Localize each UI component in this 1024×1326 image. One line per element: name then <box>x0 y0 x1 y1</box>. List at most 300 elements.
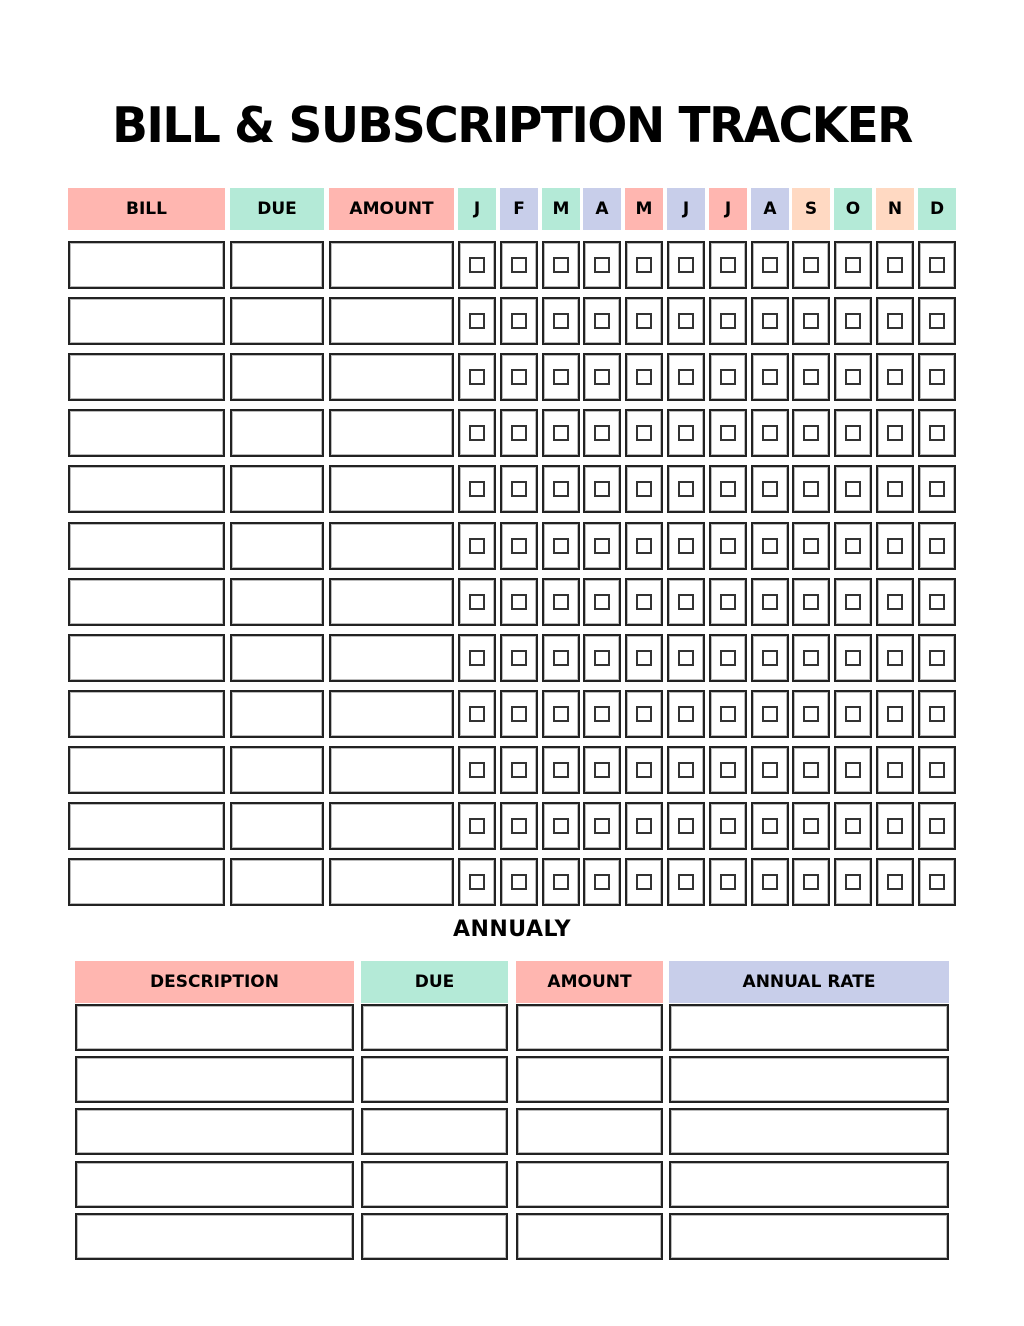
bill-field[interactable] <box>68 465 225 513</box>
paid-checkbox[interactable] <box>678 706 694 722</box>
paid-checkbox[interactable] <box>845 650 861 666</box>
month-cell <box>834 578 872 626</box>
month-cell <box>458 690 496 738</box>
month-cell <box>751 578 789 626</box>
paid-checkbox[interactable] <box>803 706 819 722</box>
annual-annual-rate-field[interactable] <box>669 1056 949 1103</box>
bill-field[interactable] <box>68 522 225 570</box>
paid-checkbox[interactable] <box>511 650 527 666</box>
month-cell <box>542 297 580 345</box>
paid-checkbox[interactable] <box>594 369 610 385</box>
paid-checkbox[interactable] <box>469 369 485 385</box>
paid-checkbox[interactable] <box>762 538 778 554</box>
month-cell <box>876 802 914 850</box>
paid-checkbox[interactable] <box>762 313 778 329</box>
paid-checkbox[interactable] <box>929 594 945 610</box>
month-cell <box>876 465 914 513</box>
paid-checkbox[interactable] <box>929 706 945 722</box>
paid-checkbox[interactable] <box>887 481 903 497</box>
paid-checkbox[interactable] <box>636 369 652 385</box>
month-cell <box>542 465 580 513</box>
paid-checkbox[interactable] <box>803 369 819 385</box>
paid-checkbox[interactable] <box>594 874 610 890</box>
paid-checkbox[interactable] <box>511 706 527 722</box>
paid-checkbox[interactable] <box>678 481 694 497</box>
paid-checkbox[interactable] <box>594 257 610 273</box>
bill-field[interactable] <box>68 746 225 794</box>
header-due: DUE <box>230 188 324 230</box>
paid-checkbox[interactable] <box>887 538 903 554</box>
header-month-9: O <box>834 188 872 230</box>
paid-checkbox[interactable] <box>636 594 652 610</box>
paid-checkbox[interactable] <box>553 650 569 666</box>
paid-checkbox[interactable] <box>845 481 861 497</box>
month-cell <box>458 802 496 850</box>
annual-annual-rate-field[interactable] <box>669 1161 949 1208</box>
month-cell <box>625 465 663 513</box>
paid-checkbox[interactable] <box>845 257 861 273</box>
month-cell <box>876 690 914 738</box>
paid-checkbox[interactable] <box>803 313 819 329</box>
month-cell <box>458 353 496 401</box>
paid-checkbox[interactable] <box>720 650 736 666</box>
paid-checkbox[interactable] <box>594 481 610 497</box>
month-cell <box>709 634 747 682</box>
annual-due-field[interactable] <box>361 1108 508 1155</box>
paid-checkbox[interactable] <box>929 818 945 834</box>
annual-due-field[interactable] <box>361 1056 508 1103</box>
month-cell <box>876 297 914 345</box>
month-cell <box>876 578 914 626</box>
amount-field[interactable] <box>329 241 454 289</box>
month-cell <box>667 578 705 626</box>
paid-checkbox[interactable] <box>929 650 945 666</box>
month-cell <box>667 802 705 850</box>
month-cell <box>458 465 496 513</box>
bill-field[interactable] <box>68 802 225 850</box>
annual-annual-rate-field[interactable] <box>669 1213 949 1260</box>
month-cell <box>792 690 830 738</box>
month-cell <box>918 241 956 289</box>
month-cell <box>751 634 789 682</box>
paid-checkbox[interactable] <box>720 874 736 890</box>
paid-checkbox[interactable] <box>636 762 652 778</box>
month-cell <box>709 353 747 401</box>
paid-checkbox[interactable] <box>678 313 694 329</box>
paid-checkbox[interactable] <box>720 481 736 497</box>
month-cell <box>834 690 872 738</box>
paid-checkbox[interactable] <box>553 762 569 778</box>
paid-checkbox[interactable] <box>594 313 610 329</box>
paid-checkbox[interactable] <box>762 818 778 834</box>
bill-field[interactable] <box>68 409 225 457</box>
paid-checkbox[interactable] <box>469 538 485 554</box>
paid-checkbox[interactable] <box>887 874 903 890</box>
paid-checkbox[interactable] <box>511 762 527 778</box>
paid-checkbox[interactable] <box>762 650 778 666</box>
month-cell <box>625 297 663 345</box>
amount-field[interactable] <box>329 858 454 906</box>
paid-checkbox[interactable] <box>511 538 527 554</box>
paid-checkbox[interactable] <box>553 257 569 273</box>
paid-checkbox[interactable] <box>594 818 610 834</box>
paid-checkbox[interactable] <box>678 874 694 890</box>
paid-checkbox[interactable] <box>553 594 569 610</box>
paid-checkbox[interactable] <box>594 650 610 666</box>
paid-checkbox[interactable] <box>511 313 527 329</box>
month-cell <box>500 802 538 850</box>
month-cell <box>876 746 914 794</box>
paid-checkbox[interactable] <box>845 425 861 441</box>
month-cell <box>583 297 621 345</box>
paid-checkbox[interactable] <box>511 425 527 441</box>
month-cell <box>751 522 789 570</box>
annual-due-field[interactable] <box>361 1004 508 1051</box>
amount-field[interactable] <box>329 578 454 626</box>
annual-amount-field[interactable] <box>516 1056 663 1103</box>
paid-checkbox[interactable] <box>762 257 778 273</box>
paid-checkbox[interactable] <box>845 538 861 554</box>
paid-checkbox[interactable] <box>511 257 527 273</box>
paid-checkbox[interactable] <box>678 257 694 273</box>
paid-checkbox[interactable] <box>594 594 610 610</box>
paid-checkbox[interactable] <box>929 481 945 497</box>
paid-checkbox[interactable] <box>636 257 652 273</box>
paid-checkbox[interactable] <box>845 369 861 385</box>
paid-checkbox[interactable] <box>845 818 861 834</box>
annual-amount-field[interactable] <box>516 1108 663 1155</box>
paid-checkbox[interactable] <box>469 481 485 497</box>
paid-checkbox[interactable] <box>636 650 652 666</box>
annual-header-amount: AMOUNT <box>516 961 663 1003</box>
month-cell <box>876 634 914 682</box>
bill-field[interactable] <box>68 353 225 401</box>
annual-description-field[interactable] <box>75 1213 354 1260</box>
paid-checkbox[interactable] <box>762 706 778 722</box>
amount-field[interactable] <box>329 690 454 738</box>
bill-field[interactable] <box>68 690 225 738</box>
header-month-1: F <box>500 188 538 230</box>
paid-checkbox[interactable] <box>469 313 485 329</box>
month-cell <box>583 241 621 289</box>
paid-checkbox[interactable] <box>636 481 652 497</box>
month-cell <box>500 746 538 794</box>
paid-checkbox[interactable] <box>929 762 945 778</box>
due-field[interactable] <box>230 409 324 457</box>
paid-checkbox[interactable] <box>469 818 485 834</box>
due-field[interactable] <box>230 858 324 906</box>
paid-checkbox[interactable] <box>929 257 945 273</box>
month-cell <box>500 409 538 457</box>
month-cell <box>918 409 956 457</box>
bill-field[interactable] <box>68 634 225 682</box>
paid-checkbox[interactable] <box>678 369 694 385</box>
paid-checkbox[interactable] <box>845 874 861 890</box>
month-cell <box>792 353 830 401</box>
paid-checkbox[interactable] <box>636 313 652 329</box>
month-cell <box>792 634 830 682</box>
month-cell <box>625 409 663 457</box>
month-cell <box>458 578 496 626</box>
paid-checkbox[interactable] <box>720 594 736 610</box>
month-cell <box>834 634 872 682</box>
due-field[interactable] <box>230 241 324 289</box>
month-cell <box>458 409 496 457</box>
header-month-7: A <box>751 188 789 230</box>
paid-checkbox[interactable] <box>803 257 819 273</box>
amount-field[interactable] <box>329 522 454 570</box>
month-cell <box>625 802 663 850</box>
due-field[interactable] <box>230 634 324 682</box>
month-cell <box>667 746 705 794</box>
paid-checkbox[interactable] <box>594 425 610 441</box>
annual-annual-rate-field[interactable] <box>669 1108 949 1155</box>
paid-checkbox[interactable] <box>553 818 569 834</box>
annual-description-field[interactable] <box>75 1056 354 1103</box>
month-cell <box>918 297 956 345</box>
month-cell <box>500 297 538 345</box>
month-cell <box>667 858 705 906</box>
paid-checkbox[interactable] <box>720 369 736 385</box>
paid-checkbox[interactable] <box>553 369 569 385</box>
month-cell <box>709 465 747 513</box>
annual-annual-rate-field[interactable] <box>669 1004 949 1051</box>
paid-checkbox[interactable] <box>887 425 903 441</box>
month-cell <box>542 578 580 626</box>
paid-checkbox[interactable] <box>720 762 736 778</box>
amount-field[interactable] <box>329 634 454 682</box>
annual-amount-field[interactable] <box>516 1004 663 1051</box>
paid-checkbox[interactable] <box>803 481 819 497</box>
month-cell <box>834 241 872 289</box>
paid-checkbox[interactable] <box>469 706 485 722</box>
paid-checkbox[interactable] <box>511 874 527 890</box>
bill-field[interactable] <box>68 297 225 345</box>
month-cell <box>918 690 956 738</box>
paid-checkbox[interactable] <box>594 706 610 722</box>
paid-checkbox[interactable] <box>469 257 485 273</box>
month-cell <box>792 746 830 794</box>
paid-checkbox[interactable] <box>678 538 694 554</box>
paid-checkbox[interactable] <box>553 425 569 441</box>
paid-checkbox[interactable] <box>553 706 569 722</box>
month-cell <box>583 746 621 794</box>
paid-checkbox[interactable] <box>845 762 861 778</box>
paid-checkbox[interactable] <box>803 425 819 441</box>
annual-header-description: DESCRIPTION <box>75 961 354 1003</box>
month-cell <box>709 746 747 794</box>
amount-field[interactable] <box>329 802 454 850</box>
paid-checkbox[interactable] <box>720 538 736 554</box>
paid-checkbox[interactable] <box>553 538 569 554</box>
paid-checkbox[interactable] <box>845 594 861 610</box>
paid-checkbox[interactable] <box>929 538 945 554</box>
paid-checkbox[interactable] <box>929 313 945 329</box>
paid-checkbox[interactable] <box>720 313 736 329</box>
paid-checkbox[interactable] <box>887 706 903 722</box>
due-field[interactable] <box>230 690 324 738</box>
month-cell <box>583 465 621 513</box>
amount-field[interactable] <box>329 353 454 401</box>
paid-checkbox[interactable] <box>887 762 903 778</box>
due-field[interactable] <box>230 746 324 794</box>
paid-checkbox[interactable] <box>762 594 778 610</box>
header-month-0: J <box>458 188 496 230</box>
month-cell <box>751 353 789 401</box>
month-cell <box>834 353 872 401</box>
amount-field[interactable] <box>329 409 454 457</box>
annual-amount-field[interactable] <box>516 1161 663 1208</box>
paid-checkbox[interactable] <box>553 874 569 890</box>
paid-checkbox[interactable] <box>929 874 945 890</box>
header-month-10: N <box>876 188 914 230</box>
paid-checkbox[interactable] <box>511 481 527 497</box>
month-cell <box>709 409 747 457</box>
amount-field[interactable] <box>329 465 454 513</box>
paid-checkbox[interactable] <box>511 369 527 385</box>
due-field[interactable] <box>230 522 324 570</box>
paid-checkbox[interactable] <box>803 538 819 554</box>
paid-checkbox[interactable] <box>511 818 527 834</box>
paid-checkbox[interactable] <box>803 594 819 610</box>
paid-checkbox[interactable] <box>887 257 903 273</box>
month-cell <box>667 522 705 570</box>
paid-checkbox[interactable] <box>803 650 819 666</box>
paid-checkbox[interactable] <box>594 538 610 554</box>
month-cell <box>792 465 830 513</box>
paid-checkbox[interactable] <box>636 874 652 890</box>
month-cell <box>583 522 621 570</box>
month-cell <box>918 858 956 906</box>
annual-due-field[interactable] <box>361 1161 508 1208</box>
paid-checkbox[interactable] <box>469 762 485 778</box>
month-cell <box>583 353 621 401</box>
bill-field[interactable] <box>68 858 225 906</box>
due-field[interactable] <box>230 297 324 345</box>
paid-checkbox[interactable] <box>636 538 652 554</box>
paid-checkbox[interactable] <box>887 650 903 666</box>
paid-checkbox[interactable] <box>762 369 778 385</box>
annual-description-field[interactable] <box>75 1108 354 1155</box>
paid-checkbox[interactable] <box>678 650 694 666</box>
paid-checkbox[interactable] <box>469 594 485 610</box>
paid-checkbox[interactable] <box>762 481 778 497</box>
paid-checkbox[interactable] <box>720 257 736 273</box>
month-cell <box>751 858 789 906</box>
month-cell <box>876 353 914 401</box>
paid-checkbox[interactable] <box>845 313 861 329</box>
header-month-6: J <box>709 188 747 230</box>
month-cell <box>542 409 580 457</box>
month-cell <box>458 858 496 906</box>
due-field[interactable] <box>230 353 324 401</box>
page-title: BILL & SUBSCRIPTION TRACKER <box>112 96 912 155</box>
paid-checkbox[interactable] <box>594 762 610 778</box>
paid-checkbox[interactable] <box>720 818 736 834</box>
due-field[interactable] <box>230 802 324 850</box>
paid-checkbox[interactable] <box>720 706 736 722</box>
month-cell <box>709 578 747 626</box>
bill-field[interactable] <box>68 578 225 626</box>
paid-checkbox[interactable] <box>929 369 945 385</box>
month-cell <box>834 409 872 457</box>
month-cell <box>625 858 663 906</box>
month-cell <box>792 802 830 850</box>
month-cell <box>458 634 496 682</box>
paid-checkbox[interactable] <box>511 594 527 610</box>
month-cell <box>876 858 914 906</box>
paid-checkbox[interactable] <box>678 818 694 834</box>
paid-checkbox[interactable] <box>929 425 945 441</box>
annual-section-title: ANNUALY <box>452 917 572 942</box>
month-cell <box>918 353 956 401</box>
month-cell <box>792 409 830 457</box>
paid-checkbox[interactable] <box>887 313 903 329</box>
paid-checkbox[interactable] <box>887 594 903 610</box>
paid-checkbox[interactable] <box>887 369 903 385</box>
paid-checkbox[interactable] <box>762 762 778 778</box>
annual-description-field[interactable] <box>75 1004 354 1051</box>
paid-checkbox[interactable] <box>678 425 694 441</box>
paid-checkbox[interactable] <box>469 425 485 441</box>
month-cell <box>625 522 663 570</box>
month-cell <box>709 297 747 345</box>
month-cell <box>834 802 872 850</box>
paid-checkbox[interactable] <box>803 874 819 890</box>
paid-checkbox[interactable] <box>762 874 778 890</box>
month-cell <box>792 297 830 345</box>
paid-checkbox[interactable] <box>803 818 819 834</box>
annual-header-annual-rate: ANNUAL RATE <box>669 961 949 1003</box>
month-cell <box>625 746 663 794</box>
paid-checkbox[interactable] <box>803 762 819 778</box>
month-cell <box>667 297 705 345</box>
month-cell <box>751 297 789 345</box>
amount-field[interactable] <box>329 746 454 794</box>
paid-checkbox[interactable] <box>469 650 485 666</box>
due-field[interactable] <box>230 465 324 513</box>
paid-checkbox[interactable] <box>678 762 694 778</box>
amount-field[interactable] <box>329 297 454 345</box>
due-field[interactable] <box>230 578 324 626</box>
paid-checkbox[interactable] <box>678 594 694 610</box>
paid-checkbox[interactable] <box>887 818 903 834</box>
paid-checkbox[interactable] <box>553 481 569 497</box>
bill-field[interactable] <box>68 241 225 289</box>
header-month-8: S <box>792 188 830 230</box>
month-cell <box>458 241 496 289</box>
paid-checkbox[interactable] <box>553 313 569 329</box>
paid-checkbox[interactable] <box>636 706 652 722</box>
paid-checkbox[interactable] <box>762 425 778 441</box>
month-cell <box>625 578 663 626</box>
paid-checkbox[interactable] <box>636 818 652 834</box>
annual-due-field[interactable] <box>361 1213 508 1260</box>
month-cell <box>834 297 872 345</box>
paid-checkbox[interactable] <box>636 425 652 441</box>
month-cell <box>500 241 538 289</box>
month-cell <box>876 522 914 570</box>
annual-amount-field[interactable] <box>516 1213 663 1260</box>
annual-description-field[interactable] <box>75 1161 354 1208</box>
month-cell <box>667 409 705 457</box>
paid-checkbox[interactable] <box>469 874 485 890</box>
month-cell <box>792 241 830 289</box>
month-cell <box>709 858 747 906</box>
month-cell <box>583 690 621 738</box>
paid-checkbox[interactable] <box>845 706 861 722</box>
paid-checkbox[interactable] <box>720 425 736 441</box>
